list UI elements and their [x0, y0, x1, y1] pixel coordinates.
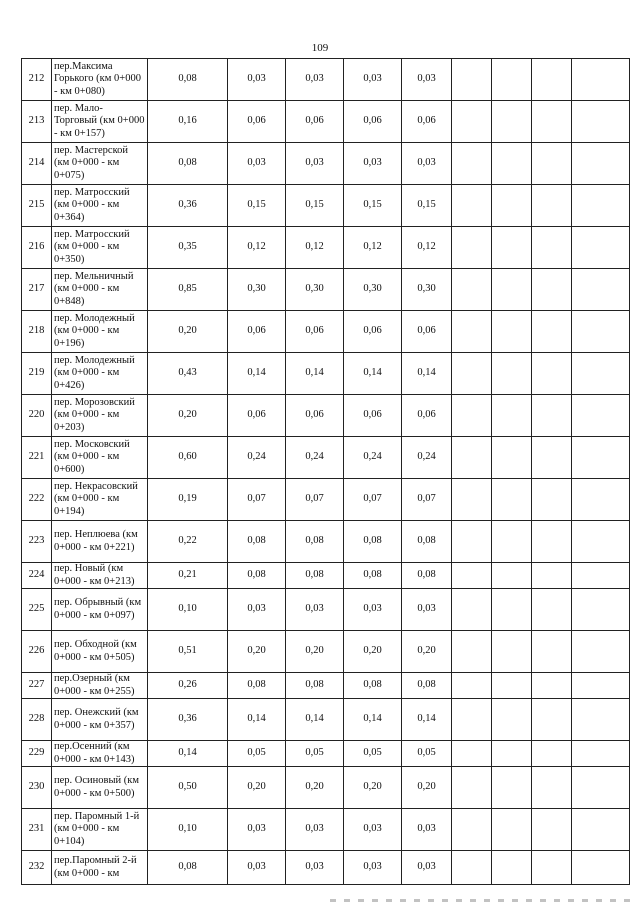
- empty-cell: [532, 101, 572, 143]
- value-cell-5: 0,03: [402, 143, 452, 185]
- table-row: [22, 673, 630, 699]
- empty-cell: [532, 851, 572, 885]
- table-row: [22, 185, 630, 227]
- empty-cell: [532, 699, 572, 741]
- table-row: [22, 479, 630, 521]
- value-cell-2: 0,03: [228, 143, 286, 185]
- value-cell-1: 0,85: [148, 269, 228, 311]
- value-cell-2: 0,03: [228, 589, 286, 631]
- value-cell-4: 0,08: [344, 521, 402, 563]
- empty-cell: [452, 673, 492, 699]
- empty-cell: [572, 395, 630, 437]
- row-number: 217: [22, 269, 52, 311]
- value-cell-4: 0,24: [344, 437, 402, 479]
- empty-cell: [532, 479, 572, 521]
- scan-artifact: [330, 899, 630, 902]
- value-cell-3: 0,08: [286, 521, 344, 563]
- table-row: [22, 143, 630, 185]
- empty-cell: [492, 521, 532, 563]
- value-cell-1: 0,35: [148, 227, 228, 269]
- empty-cell: [532, 143, 572, 185]
- value-cell-2: 0,12: [228, 227, 286, 269]
- empty-cell: [532, 563, 572, 589]
- empty-cell: [492, 589, 532, 631]
- value-cell-2: 0,08: [228, 673, 286, 699]
- empty-cell: [452, 851, 492, 885]
- value-cell-1: 0,08: [148, 143, 228, 185]
- empty-cell: [532, 631, 572, 673]
- road-name: пер. Молодежный (км 0+000 - км 0+196): [52, 311, 148, 353]
- value-cell-1: 0,19: [148, 479, 228, 521]
- value-cell-2: 0,14: [228, 699, 286, 741]
- road-name: пер.Паромный 2-й (км 0+000 - км: [52, 851, 148, 885]
- value-cell-3: 0,08: [286, 673, 344, 699]
- empty-cell: [572, 185, 630, 227]
- value-cell-1: 0,26: [148, 673, 228, 699]
- value-cell-2: 0,05: [228, 741, 286, 767]
- value-cell-2: 0,20: [228, 631, 286, 673]
- table-row: [22, 631, 630, 673]
- empty-cell: [492, 631, 532, 673]
- table-row: [22, 809, 630, 851]
- page-number: 109: [311, 42, 329, 54]
- empty-cell: [452, 311, 492, 353]
- row-number: 212: [22, 59, 52, 101]
- value-cell-3: 0,03: [286, 143, 344, 185]
- empty-cell: [532, 521, 572, 563]
- value-cell-5: 0,08: [402, 563, 452, 589]
- value-cell-3: 0,03: [286, 59, 344, 101]
- value-cell-2: 0,03: [228, 851, 286, 885]
- table-row: [22, 437, 630, 479]
- value-cell-3: 0,03: [286, 809, 344, 851]
- value-cell-1: 0,20: [148, 311, 228, 353]
- empty-cell: [532, 437, 572, 479]
- empty-cell: [492, 395, 532, 437]
- empty-cell: [452, 395, 492, 437]
- empty-cell: [572, 631, 630, 673]
- empty-cell: [452, 521, 492, 563]
- row-number: 222: [22, 479, 52, 521]
- empty-cell: [492, 353, 532, 395]
- value-cell-5: 0,08: [402, 673, 452, 699]
- empty-cell: [532, 767, 572, 809]
- value-cell-3: 0,15: [286, 185, 344, 227]
- empty-cell: [452, 437, 492, 479]
- empty-cell: [492, 563, 532, 589]
- value-cell-5: 0,12: [402, 227, 452, 269]
- row-number: 232: [22, 851, 52, 885]
- road-name: пер. Некрасовский (км 0+000 - км 0+194): [52, 479, 148, 521]
- table-row: [22, 699, 630, 741]
- value-cell-2: 0,14: [228, 353, 286, 395]
- value-cell-1: 0,08: [148, 851, 228, 885]
- empty-cell: [532, 227, 572, 269]
- value-cell-5: 0,06: [402, 395, 452, 437]
- value-cell-1: 0,50: [148, 767, 228, 809]
- table-row: [22, 851, 630, 885]
- value-cell-1: 0,08: [148, 59, 228, 101]
- value-cell-3: 0,12: [286, 227, 344, 269]
- row-number: 219: [22, 353, 52, 395]
- value-cell-3: 0,06: [286, 311, 344, 353]
- table-row: [22, 311, 630, 353]
- value-cell-5: 0,06: [402, 311, 452, 353]
- row-number: 221: [22, 437, 52, 479]
- value-cell-4: 0,20: [344, 631, 402, 673]
- empty-cell: [572, 521, 630, 563]
- value-cell-2: 0,06: [228, 311, 286, 353]
- value-cell-4: 0,30: [344, 269, 402, 311]
- value-cell-3: 0,08: [286, 563, 344, 589]
- road-name: пер. Неплюева (км 0+000 - км 0+221): [52, 521, 148, 563]
- empty-cell: [452, 699, 492, 741]
- empty-cell: [572, 353, 630, 395]
- empty-cell: [452, 269, 492, 311]
- road-name: пер. Онежский (км 0+000 - км 0+357): [52, 699, 148, 741]
- value-cell-5: 0,20: [402, 631, 452, 673]
- road-name: пер. Мельничный (км 0+000 - км 0+848): [52, 269, 148, 311]
- road-name: пер. Мастерской (км 0+000 - км 0+075): [52, 143, 148, 185]
- row-number: 214: [22, 143, 52, 185]
- table-row: [22, 741, 630, 767]
- empty-cell: [572, 311, 630, 353]
- road-name: пер. Московский (км 0+000 - км 0+600): [52, 437, 148, 479]
- empty-cell: [452, 479, 492, 521]
- value-cell-5: 0,07: [402, 479, 452, 521]
- value-cell-5: 0,30: [402, 269, 452, 311]
- value-cell-2: 0,03: [228, 809, 286, 851]
- value-cell-3: 0,03: [286, 851, 344, 885]
- empty-cell: [572, 699, 630, 741]
- table-row: [22, 353, 630, 395]
- empty-cell: [452, 631, 492, 673]
- road-name: пер. Обрывный (км 0+000 - км 0+097): [52, 589, 148, 631]
- row-number: 231: [22, 809, 52, 851]
- row-number: 228: [22, 699, 52, 741]
- empty-cell: [452, 59, 492, 101]
- value-cell-3: 0,14: [286, 699, 344, 741]
- empty-cell: [572, 589, 630, 631]
- road-name: пер. Паромный 1-й (км 0+000 - км 0+104): [52, 809, 148, 851]
- empty-cell: [452, 809, 492, 851]
- value-cell-4: 0,03: [344, 589, 402, 631]
- value-cell-2: 0,03: [228, 59, 286, 101]
- roads-table: [21, 58, 630, 885]
- value-cell-5: 0,14: [402, 699, 452, 741]
- empty-cell: [532, 589, 572, 631]
- value-cell-1: 0,22: [148, 521, 228, 563]
- value-cell-4: 0,15: [344, 185, 402, 227]
- empty-cell: [492, 767, 532, 809]
- empty-cell: [492, 59, 532, 101]
- empty-cell: [492, 185, 532, 227]
- empty-cell: [572, 563, 630, 589]
- empty-cell: [492, 311, 532, 353]
- value-cell-1: 0,21: [148, 563, 228, 589]
- road-name: пер. Матросский (км 0+000 - км 0+364): [52, 185, 148, 227]
- value-cell-5: 0,03: [402, 809, 452, 851]
- row-number: 225: [22, 589, 52, 631]
- empty-cell: [492, 479, 532, 521]
- value-cell-1: 0,60: [148, 437, 228, 479]
- value-cell-5: 0,03: [402, 589, 452, 631]
- road-name: пер.Озерный (км 0+000 - км 0+255): [52, 673, 148, 699]
- value-cell-3: 0,14: [286, 353, 344, 395]
- empty-cell: [452, 101, 492, 143]
- road-name: пер.Осенний (км 0+000 - км 0+143): [52, 741, 148, 767]
- value-cell-4: 0,03: [344, 143, 402, 185]
- value-cell-4: 0,03: [344, 851, 402, 885]
- empty-cell: [532, 185, 572, 227]
- value-cell-2: 0,24: [228, 437, 286, 479]
- table-row: [22, 589, 630, 631]
- row-number: 213: [22, 101, 52, 143]
- empty-cell: [492, 699, 532, 741]
- empty-cell: [572, 101, 630, 143]
- empty-cell: [452, 353, 492, 395]
- empty-cell: [532, 673, 572, 699]
- empty-cell: [532, 395, 572, 437]
- value-cell-4: 0,12: [344, 227, 402, 269]
- empty-cell: [572, 269, 630, 311]
- empty-cell: [572, 809, 630, 851]
- row-number: 224: [22, 563, 52, 589]
- road-name: пер. Обходной (км 0+000 - км 0+505): [52, 631, 148, 673]
- empty-cell: [572, 59, 630, 101]
- road-name: пер. Новый (км 0+000 - км 0+213): [52, 563, 148, 589]
- value-cell-5: 0,05: [402, 741, 452, 767]
- road-name: пер.Максима Горького (км 0+000 - км 0+080): [52, 59, 148, 101]
- value-cell-1: 0,10: [148, 589, 228, 631]
- row-number: 227: [22, 673, 52, 699]
- table-row: [22, 59, 630, 101]
- row-number: 223: [22, 521, 52, 563]
- value-cell-2: 0,15: [228, 185, 286, 227]
- value-cell-3: 0,24: [286, 437, 344, 479]
- value-cell-1: 0,43: [148, 353, 228, 395]
- empty-cell: [532, 269, 572, 311]
- value-cell-1: 0,14: [148, 741, 228, 767]
- empty-cell: [492, 673, 532, 699]
- empty-cell: [452, 143, 492, 185]
- empty-cell: [492, 143, 532, 185]
- value-cell-2: 0,08: [228, 521, 286, 563]
- empty-cell: [572, 767, 630, 809]
- road-name: пер. Мало-Торговый (км 0+000 - км 0+157): [52, 101, 148, 143]
- row-number: 215: [22, 185, 52, 227]
- value-cell-4: 0,05: [344, 741, 402, 767]
- empty-cell: [532, 353, 572, 395]
- value-cell-4: 0,03: [344, 809, 402, 851]
- table-row: [22, 269, 630, 311]
- value-cell-1: 0,10: [148, 809, 228, 851]
- value-cell-1: 0,36: [148, 185, 228, 227]
- value-cell-4: 0,14: [344, 353, 402, 395]
- empty-cell: [492, 809, 532, 851]
- table-row: [22, 521, 630, 563]
- road-name: пер. Морозовский (км 0+000 - км 0+203): [52, 395, 148, 437]
- value-cell-1: 0,20: [148, 395, 228, 437]
- value-cell-1: 0,36: [148, 699, 228, 741]
- table-row: [22, 563, 630, 589]
- value-cell-3: 0,06: [286, 395, 344, 437]
- value-cell-3: 0,30: [286, 269, 344, 311]
- empty-cell: [492, 101, 532, 143]
- value-cell-5: 0,03: [402, 851, 452, 885]
- row-number: 226: [22, 631, 52, 673]
- empty-cell: [532, 741, 572, 767]
- value-cell-2: 0,06: [228, 101, 286, 143]
- empty-cell: [452, 227, 492, 269]
- empty-cell: [492, 227, 532, 269]
- empty-cell: [492, 437, 532, 479]
- empty-cell: [572, 851, 630, 885]
- table-row: [22, 767, 630, 809]
- value-cell-2: 0,30: [228, 269, 286, 311]
- empty-cell: [532, 311, 572, 353]
- row-number: 218: [22, 311, 52, 353]
- empty-cell: [572, 143, 630, 185]
- value-cell-3: 0,06: [286, 101, 344, 143]
- empty-cell: [532, 809, 572, 851]
- value-cell-5: 0,24: [402, 437, 452, 479]
- empty-cell: [572, 673, 630, 699]
- value-cell-5: 0,03: [402, 59, 452, 101]
- road-name: пер. Матросский (км 0+000 - км 0+350): [52, 227, 148, 269]
- road-name: пер. Молодежный (км 0+000 - км 0+426): [52, 353, 148, 395]
- table-row: [22, 395, 630, 437]
- value-cell-4: 0,08: [344, 563, 402, 589]
- value-cell-2: 0,07: [228, 479, 286, 521]
- value-cell-2: 0,06: [228, 395, 286, 437]
- value-cell-4: 0,20: [344, 767, 402, 809]
- empty-cell: [452, 589, 492, 631]
- empty-cell: [452, 767, 492, 809]
- value-cell-5: 0,14: [402, 353, 452, 395]
- value-cell-5: 0,08: [402, 521, 452, 563]
- empty-cell: [572, 227, 630, 269]
- value-cell-2: 0,08: [228, 563, 286, 589]
- empty-cell: [492, 269, 532, 311]
- empty-cell: [532, 59, 572, 101]
- value-cell-1: 0,51: [148, 631, 228, 673]
- row-number: 216: [22, 227, 52, 269]
- value-cell-4: 0,14: [344, 699, 402, 741]
- value-cell-3: 0,07: [286, 479, 344, 521]
- value-cell-3: 0,03: [286, 589, 344, 631]
- value-cell-5: 0,20: [402, 767, 452, 809]
- value-cell-4: 0,08: [344, 673, 402, 699]
- empty-cell: [572, 741, 630, 767]
- value-cell-5: 0,06: [402, 101, 452, 143]
- empty-cell: [492, 851, 532, 885]
- value-cell-4: 0,06: [344, 311, 402, 353]
- row-number: 229: [22, 741, 52, 767]
- empty-cell: [572, 437, 630, 479]
- empty-cell: [492, 741, 532, 767]
- empty-cell: [452, 563, 492, 589]
- empty-cell: [452, 741, 492, 767]
- row-number: 230: [22, 767, 52, 809]
- value-cell-2: 0,20: [228, 767, 286, 809]
- value-cell-4: 0,03: [344, 59, 402, 101]
- empty-cell: [572, 479, 630, 521]
- row-number: 220: [22, 395, 52, 437]
- value-cell-3: 0,20: [286, 631, 344, 673]
- table-body: [22, 59, 630, 885]
- table-row: [22, 227, 630, 269]
- table-row: [22, 101, 630, 143]
- value-cell-4: 0,07: [344, 479, 402, 521]
- road-name: пер. Осиновый (км 0+000 - км 0+500): [52, 767, 148, 809]
- value-cell-4: 0,06: [344, 395, 402, 437]
- value-cell-3: 0,20: [286, 767, 344, 809]
- empty-cell: [452, 185, 492, 227]
- value-cell-5: 0,15: [402, 185, 452, 227]
- value-cell-3: 0,05: [286, 741, 344, 767]
- value-cell-1: 0,16: [148, 101, 228, 143]
- value-cell-4: 0,06: [344, 101, 402, 143]
